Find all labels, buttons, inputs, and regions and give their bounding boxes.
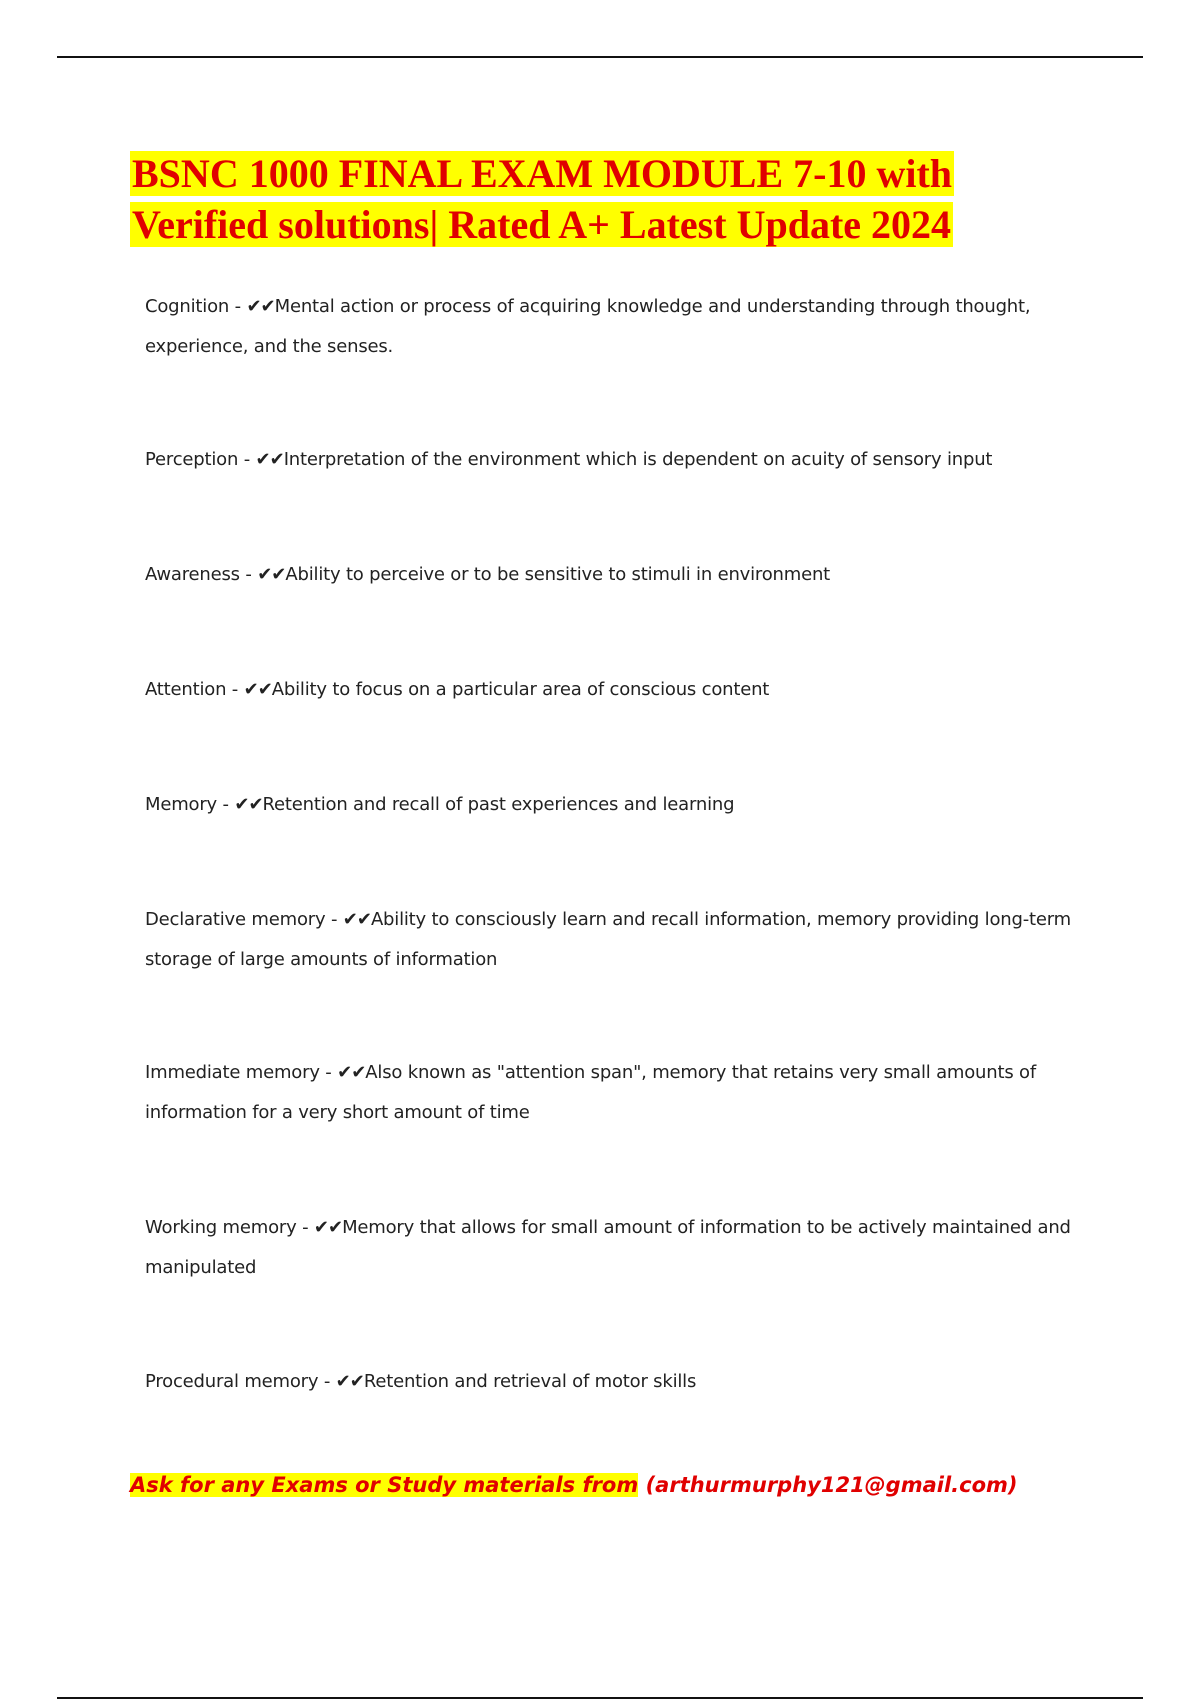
entry-definition: Also known as "attention span", memory that retains very small amounts of information for a very short amount of time: [145, 1062, 1036, 1123]
entry-definition: Memory that allows for small amount of information to be actively maintained and manipulated: [145, 1217, 1071, 1278]
footer-prompt: Ask for any Exams or Study materials from: [130, 1473, 639, 1497]
entry-separator: -: [226, 679, 244, 700]
entry-separator: -: [319, 1062, 338, 1083]
entry-term: Declarative memory: [145, 909, 326, 930]
entry-procedural-memory: [145, 1362, 1080, 1402]
entry-separator: -: [229, 296, 247, 317]
check-icon: ✔✔: [255, 449, 284, 470]
check-icon: ✔✔: [313, 1217, 343, 1238]
entry-term: Memory: [145, 794, 218, 815]
entry-term: Perception: [145, 449, 239, 470]
entry-term: Awareness: [145, 564, 240, 585]
footer-contact-email: (arthurmurphy121@gmail.com): [645, 1473, 1018, 1497]
entry-definition: Mental action or process of acquiring knowledge and understanding through thought, experience, and the senses.: [145, 296, 1031, 357]
entry-separator: -: [318, 1371, 336, 1392]
check-icon: ✔✔: [337, 1062, 366, 1083]
check-icon: ✔✔: [342, 909, 371, 930]
entry-attention: [145, 670, 1080, 710]
entry-cognition: [145, 287, 1080, 367]
check-icon: ✔✔: [246, 296, 275, 317]
entry-term: Immediate memory: [145, 1062, 320, 1083]
entry-separator: -: [217, 794, 235, 815]
entry-working-memory: [145, 1208, 1080, 1288]
entry-immediate-memory: [145, 1053, 1080, 1133]
entry-separator: -: [239, 564, 258, 585]
entry-separator: -: [238, 449, 256, 470]
entry-perception: [145, 440, 1080, 480]
bottom-rule: [57, 1697, 1143, 1699]
entry-separator: -: [296, 1217, 314, 1238]
entry-term: Working memory: [145, 1217, 297, 1238]
entry-definition: Retention and recall of past experiences and learning: [262, 794, 735, 815]
entry-definition: Ability to focus on a particular area of conscious content: [271, 679, 770, 700]
check-icon: ✔✔: [335, 1371, 364, 1392]
top-rule: [57, 56, 1143, 58]
entry-definition: Ability to perceive or to be sensitive to stimuli in environment: [285, 564, 831, 585]
check-icon: ✔✔: [257, 564, 286, 585]
entry-declarative-memory: [145, 900, 1080, 980]
check-icon: ✔✔: [243, 679, 272, 700]
entry-term: Attention: [145, 679, 227, 700]
entry-separator: -: [325, 909, 343, 930]
document-title: [130, 148, 1090, 250]
footer-promo: [130, 1470, 1130, 1500]
entry-definition: Ability to consciously learn and recall information, memory providing long-term storage of large amounts of information: [145, 909, 1071, 970]
entry-memory: [145, 785, 1080, 825]
entry-term: Cognition: [145, 296, 230, 317]
entry-term: Procedural memory: [145, 1371, 319, 1392]
document-title-text: BSNC 1000 FINAL EXAM MODULE 7-10 with Verified solutions| Rated A+ Latest Update 2024: [132, 151, 953, 247]
entry-definition: Retention and retrieval of motor skills: [363, 1371, 697, 1392]
check-icon: ✔✔: [234, 794, 263, 815]
entry-definition: Interpretation of the environment which is dependent on acuity of sensory input: [283, 449, 993, 470]
entry-awareness: [145, 555, 1080, 595]
